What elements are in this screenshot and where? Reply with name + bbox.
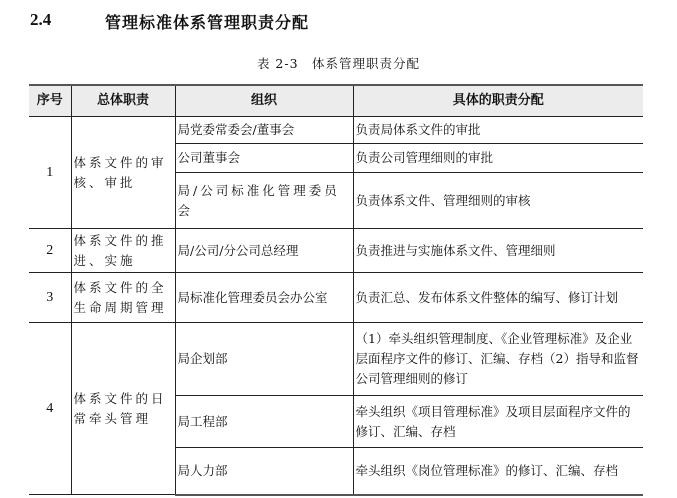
row-detail: 负责局体系文件的审批	[353, 117, 643, 144]
table-row	[29, 229, 643, 273]
row-org: 局工程部	[175, 396, 353, 448]
row-org: 局标准化管理委员会办公室	[175, 273, 353, 323]
row-detail: （1）牵头组织管理制度、《企业管理标准》及企业层面程序文件的修订、汇编、存档（2）指导和监督公司管理细则的修订	[353, 323, 643, 396]
header-duty: 总体职责	[71, 85, 175, 117]
row-duty: 体系文件的日常牵头管理	[71, 323, 175, 495]
header-detail: 具体的职责分配	[353, 85, 643, 117]
table-caption: 表 2-3 体系管理职责分配	[256, 56, 421, 71]
section-title: 管理标准体系管理职责分配	[105, 13, 310, 32]
row-org: 局人力部	[175, 448, 353, 495]
row-org: 局/公司标准化管理委员会	[175, 173, 353, 229]
row-detail: 牵头组织《项目管理标准》及项目层面程序文件的修订、汇编、存档	[353, 396, 643, 448]
row-detail: 负责汇总、发布体系文件整体的编写、修订计划	[353, 273, 643, 323]
section-number: 2.4	[30, 10, 52, 29]
row-duty: 体系文件的推进、实施	[71, 229, 175, 273]
row-detail: 负责体系文件、管理细则的审核	[353, 173, 643, 229]
row-duty: 体系文件的全生命周期管理	[71, 273, 175, 323]
row-no: 1	[29, 117, 71, 229]
row-duty: 体系文件的审核、审批	[71, 117, 175, 229]
table-row	[29, 117, 643, 144]
row-no: 4	[29, 323, 71, 495]
row-no: 3	[29, 273, 71, 323]
responsibility-table	[29, 84, 643, 496]
header-org: 组织	[175, 85, 353, 117]
row-org: 公司董事会	[175, 144, 353, 173]
table-row	[29, 273, 643, 323]
row-org: 局党委常委会/董事会	[175, 117, 353, 144]
row-detail: 负责推进与实施体系文件、管理细则	[353, 229, 643, 273]
section-heading	[30, 10, 310, 32]
row-detail: 负责公司管理细则的审批	[353, 144, 643, 173]
row-org: 局/公司/分公司总经理	[175, 229, 353, 273]
row-detail: 牵头组织《岗位管理标准》的修订、汇编、存档	[353, 448, 643, 495]
row-org: 局企划部	[175, 323, 353, 396]
table-header-row	[29, 85, 643, 117]
table-row	[29, 323, 643, 396]
row-no: 2	[29, 229, 71, 273]
header-no: 序号	[29, 85, 71, 117]
